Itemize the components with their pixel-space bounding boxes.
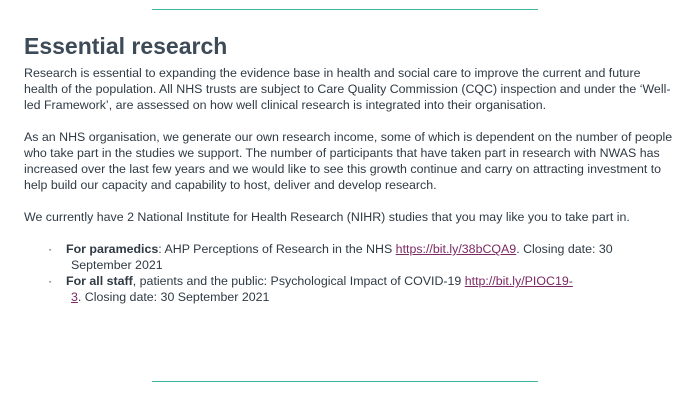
paragraph-income: As an NHS organisation, we generate our own research income, some of which is dependent on the number of people who take part in the studies we support. The number of participants that have taken part in research with NWAS has increased over the last few years and we would like to see this growth continue and carry on attracting investment to help build our capacity and capability to host, deliver and develop research. — [24, 130, 673, 192]
study-link-all-staff-cont[interactable]: 3 — [71, 290, 78, 304]
study-description: , patients and the public: Psychological Impact of COVID-19 — [132, 274, 465, 288]
study-link-cont-line — [66, 289, 674, 305]
page-title: Essential research — [24, 33, 228, 59]
studies-list — [24, 241, 674, 305]
bullet-icon: · — [48, 242, 53, 256]
bottom-divider — [152, 381, 538, 382]
paragraph-studies-intro: We currently have 2 National Institute for Health Research (NIHR) studies that you may like you to take part in. — [24, 210, 630, 224]
paragraph-intro: Research is essential to expanding the evidence base in health and social care to improve the current and future health of the population. All NHS trusts are subject to Care Quality Commission (CQC) inspection and under the ‘Well-led Framework’, are assessed on how well clinical research is integrated into their organisation. — [24, 66, 671, 112]
study-link-all-staff[interactable]: http://bit.ly/PIOC19- — [464, 274, 573, 288]
study-link-paramedics[interactable]: https://bit.ly/38bCQA9 — [395, 242, 517, 256]
study-closing-date: . Closing date: 30 September 2021 — [77, 290, 270, 304]
list-item-paramedics-study — [24, 241, 674, 273]
study-closing-date: . Closing date: 30 — [516, 242, 613, 256]
body-content — [24, 65, 674, 305]
study-description: : AHP Perceptions of Research in the NHS — [158, 242, 396, 256]
study-audience: For all staff — [66, 274, 133, 288]
study-closing-date-cont: September 2021 — [71, 258, 163, 272]
list-item-all-staff-study — [24, 273, 674, 305]
study-audience: For paramedics — [66, 242, 159, 256]
bullet-icon: · — [48, 274, 53, 288]
top-divider — [152, 9, 538, 10]
